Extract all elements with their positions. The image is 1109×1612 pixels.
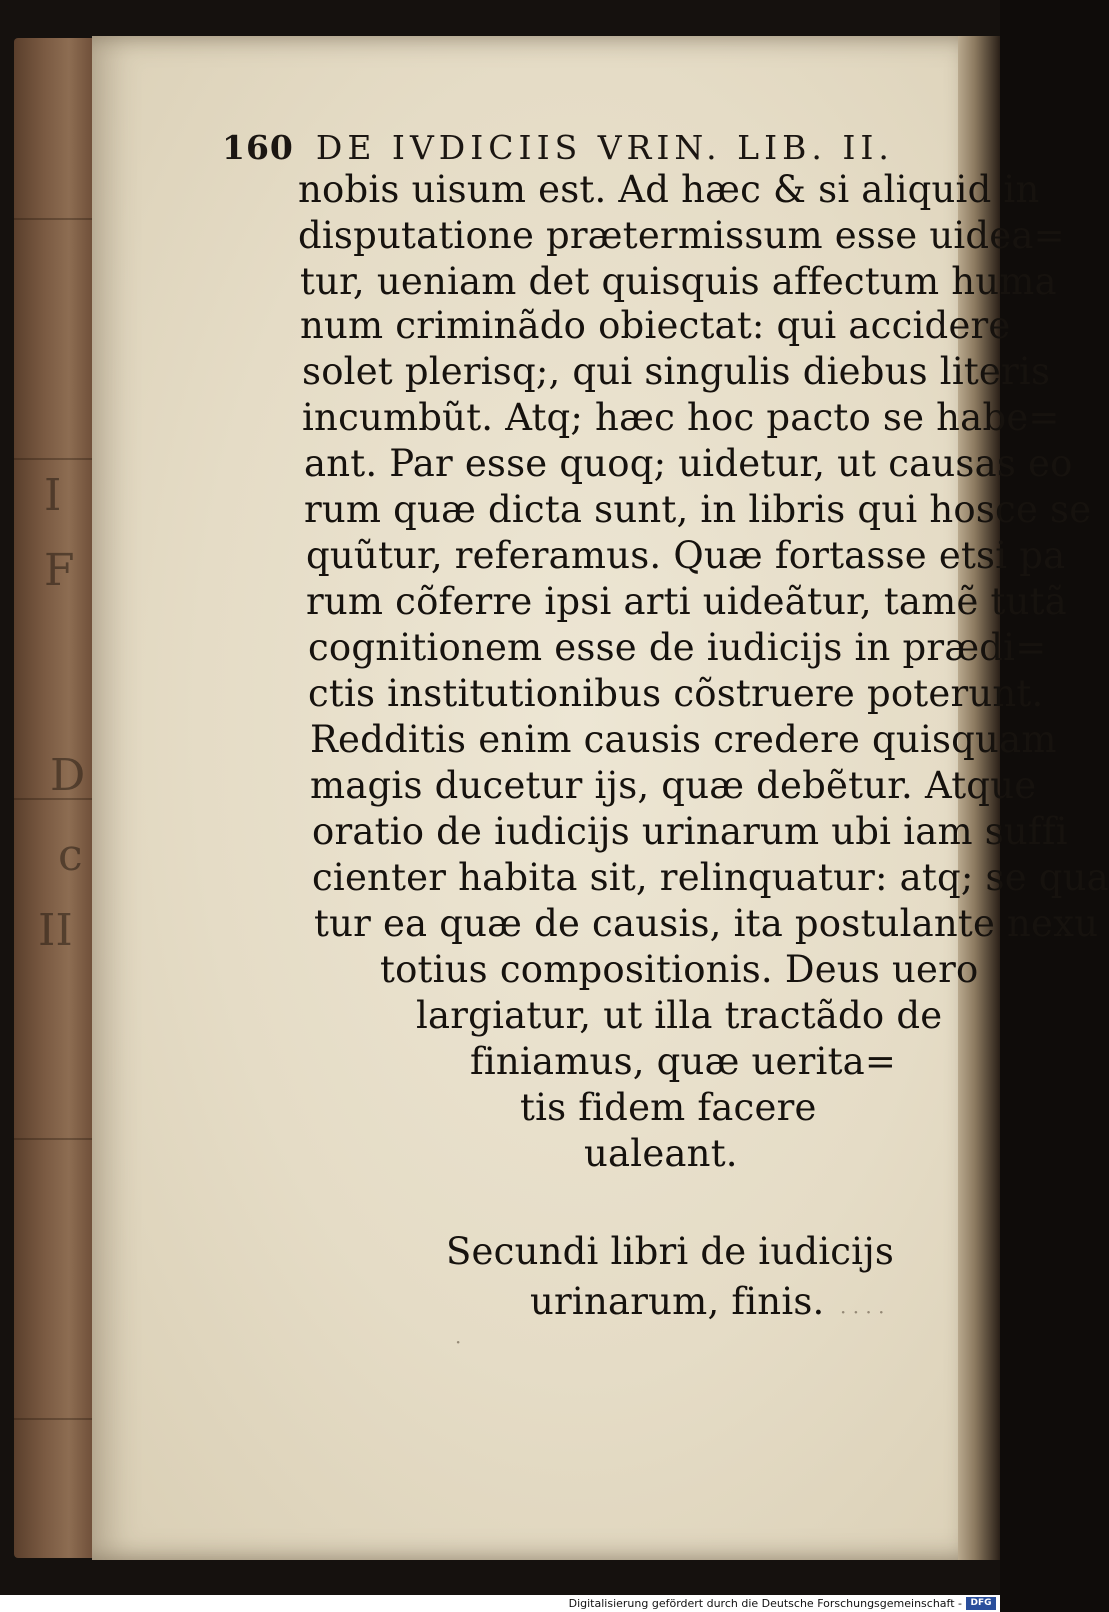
text-line: tis fidem facere	[520, 1086, 817, 1129]
text-line: quũtur, referamus. Quæ fortasse etsi pa	[306, 534, 1066, 577]
text-line: largiatur, ut illa tractãdo de	[416, 994, 943, 1037]
text-line: solet plerisq;, qui singulis diebus literis	[302, 350, 1051, 393]
text-line: incumbũt. Atq; hæc hoc pacto se habe=	[302, 396, 1060, 439]
show-through-mark: F	[44, 545, 75, 596]
text-line: rum quæ dicta sunt, in libris qui hosce se	[304, 488, 1092, 531]
dfg-logo: DFG	[966, 1597, 996, 1610]
text-line: finiamus, quæ uerita=	[470, 1040, 897, 1083]
text-line: oratio de iudicijs urinarum ubi iam suffi	[312, 810, 1068, 853]
text-line: nobis uisum est. Ad hæc & si aliquid in	[298, 168, 1040, 211]
colophon-line: urinarum, finis.	[530, 1280, 825, 1323]
text-line: cienter habita sit, relinquatur: atq; se qua	[312, 856, 1109, 899]
text-line: rum cõferre ipsi arti uideãtur, tamẽ tutã	[306, 580, 1067, 623]
text-line: ualeant.	[584, 1132, 738, 1175]
running-header	[222, 128, 942, 167]
text-line: magis ducetur ijs, quæ debẽtur. Atque	[310, 764, 1037, 807]
page-number: 160	[222, 128, 294, 167]
show-through-mark: II	[38, 905, 73, 956]
text-line: Redditis enim causis credere quisquam	[310, 718, 1057, 761]
text-line: num criminãdo obiectat: qui accidere	[300, 304, 1011, 347]
paper-specks: · · · ·	[840, 1300, 885, 1324]
running-title: DE IVDICIIS VRIN. LIB. II.	[315, 128, 894, 167]
text-line: cognitionem esse de iudicijs in prædi=	[308, 626, 1047, 669]
show-through-mark: c	[58, 830, 83, 881]
colophon-line: Secundi libri de iudicijs	[446, 1230, 895, 1273]
text-line: tur, ueniam det quisquis affectum huma	[300, 260, 1057, 303]
paper-specks: ·	[455, 1330, 462, 1354]
text-line: ant. Par esse quoq; uidetur, ut causas eo	[304, 442, 1073, 485]
text-line: tur ea quæ de causis, ita postulante nexu	[314, 902, 1099, 945]
show-through-mark: I	[44, 470, 62, 521]
text-line: totius compositionis. Deus uero	[380, 948, 979, 991]
text-line: disputatione prætermissum esse uidea=	[298, 214, 1065, 257]
show-through-mark: D	[50, 750, 86, 801]
text-line: ctis institutionibus cõstruere poterunt.	[308, 672, 1044, 715]
digitization-credit: Digitalisierung gefördert durch die Deutsche Forschungsgemeinschaft -	[0, 1595, 1000, 1612]
